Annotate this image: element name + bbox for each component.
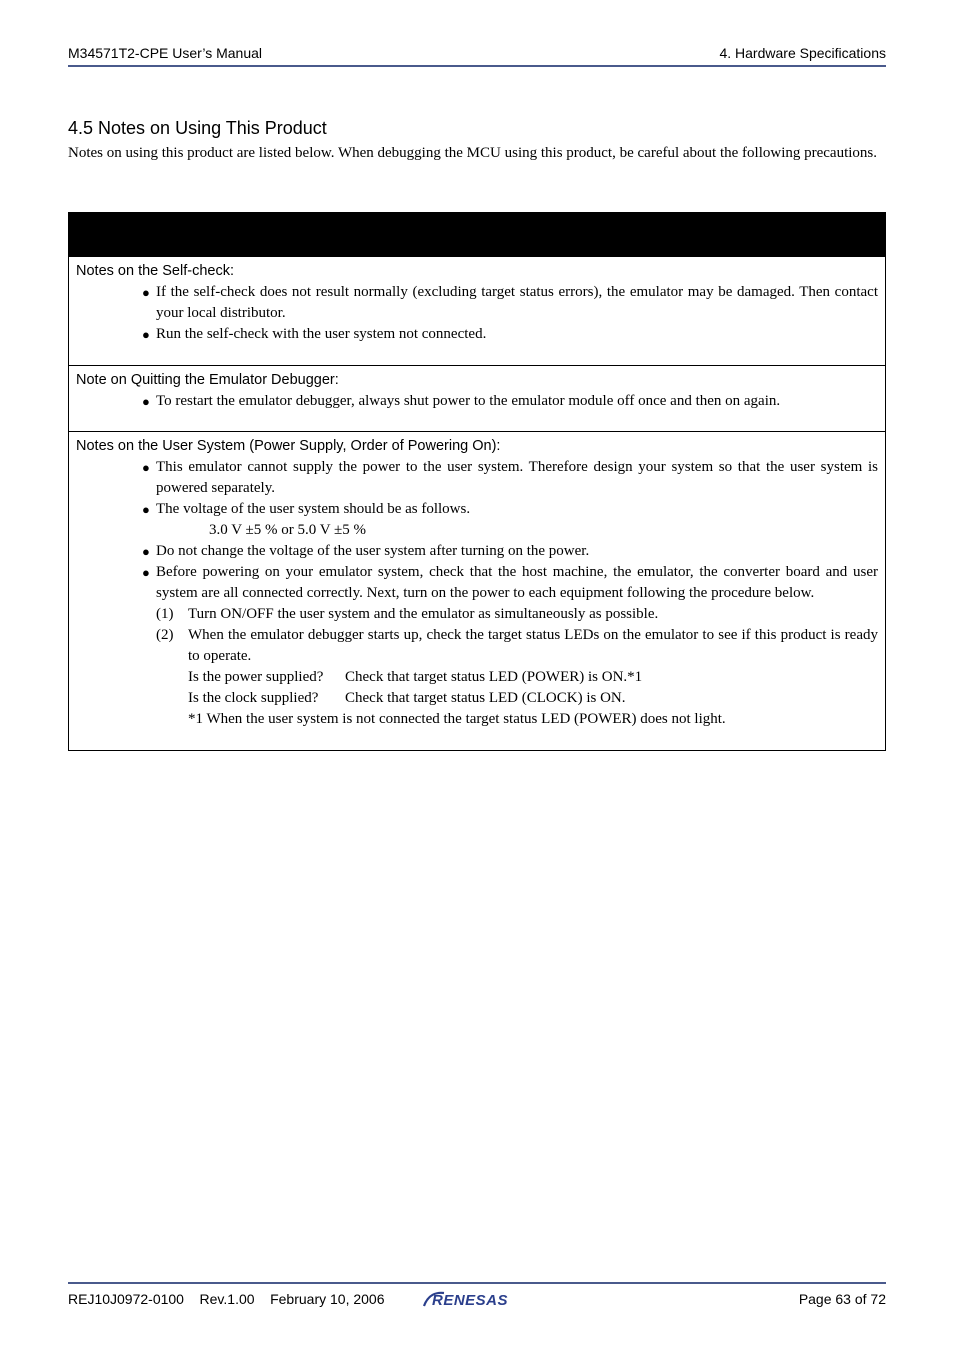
bullet-icon: ●: [142, 502, 150, 517]
status-check: Is the power supplied? Check that target status LED (POWER) is ON.*1: [188, 669, 643, 685]
footnote: *1 When the user system is not connected the target status LED (POWER) does not light.: [188, 711, 726, 727]
page-number: Page 63 of 72: [798, 1291, 886, 1307]
bullet-icon: ●: [142, 460, 150, 475]
table-header-bar: [69, 213, 885, 256]
footer-rule: [68, 1282, 886, 1284]
notes-table: [68, 212, 886, 751]
self-check-notes: [69, 256, 885, 365]
list-item: ● The voltage of the user system should be as follows.: [76, 499, 878, 520]
voltage-spec: 3.0 V ±5 % or 5.0 V ±5 %: [209, 522, 367, 538]
bullet-icon: ●: [142, 285, 150, 300]
bullet-icon: ●: [142, 565, 150, 580]
procedure-step: (2) When the emulator debugger starts up, check the target status LEDs on the emulator to see if this product is ready to operate.: [156, 627, 878, 664]
bullet-icon: ●: [142, 394, 150, 409]
list-item: ● To restart the emulator debugger, always shut power to the emulator module off once and then on again.: [76, 391, 878, 412]
header-rule: [68, 65, 886, 67]
renesas-logo: [422, 1289, 534, 1314]
procedure-step: (1) Turn ON/OFF the user system and the emulator as simultaneously as possible.: [156, 606, 659, 622]
list-item: ● Before powering on your emulator system, check that the host machine, the emulator, the converter board and user system are all connected correctly. Next, turn on the power to each equipment following the procedure below.: [142, 564, 878, 601]
renesas-logo-icon: [422, 1289, 534, 1309]
manual-title: M34571T2-CPE User’s Manual: [68, 45, 263, 61]
document-info: REJ10J0972-0100 Rev.1.00 February 10, 2006: [68, 1291, 385, 1307]
self-check-title: Notes on the Self-check:: [76, 263, 234, 279]
list-item: ● Do not change the voltage of the user system after turning on the power.: [76, 541, 878, 562]
user-system-title: Notes on the User System (Power Supply, Order of Powering On):: [76, 438, 501, 454]
quitting-notes: [69, 365, 885, 431]
list-item: ● Run the self-check with the user system not connected.: [76, 324, 878, 345]
user-system-notes: [69, 431, 885, 750]
quitting-title: Note on Quitting the Emulator Debugger:: [76, 372, 339, 388]
section-title: 4.5 Notes on Using This Product: [68, 118, 327, 138]
section-intro: Notes on using this product are listed below. When debugging the MCU using this product, be careful about the following precautions.: [68, 145, 878, 161]
status-check: Is the clock supplied? Check that target status LED (CLOCK) is ON.: [188, 690, 626, 706]
list-item: ● If the self-check does not result normally (excluding target status errors), the emulator may be damaged. Then contact your local distributor.: [142, 284, 878, 321]
chapter-title: 4. Hardware Specifications: [719, 45, 886, 61]
bullet-icon: ●: [142, 327, 150, 342]
bullet-icon: ●: [142, 544, 150, 559]
svg-text:RENESAS: RENESAS: [432, 1292, 509, 1309]
list-item: ● This emulator cannot supply the power to the user system. Therefore design your system so that the user system is powered separately.: [142, 459, 878, 496]
